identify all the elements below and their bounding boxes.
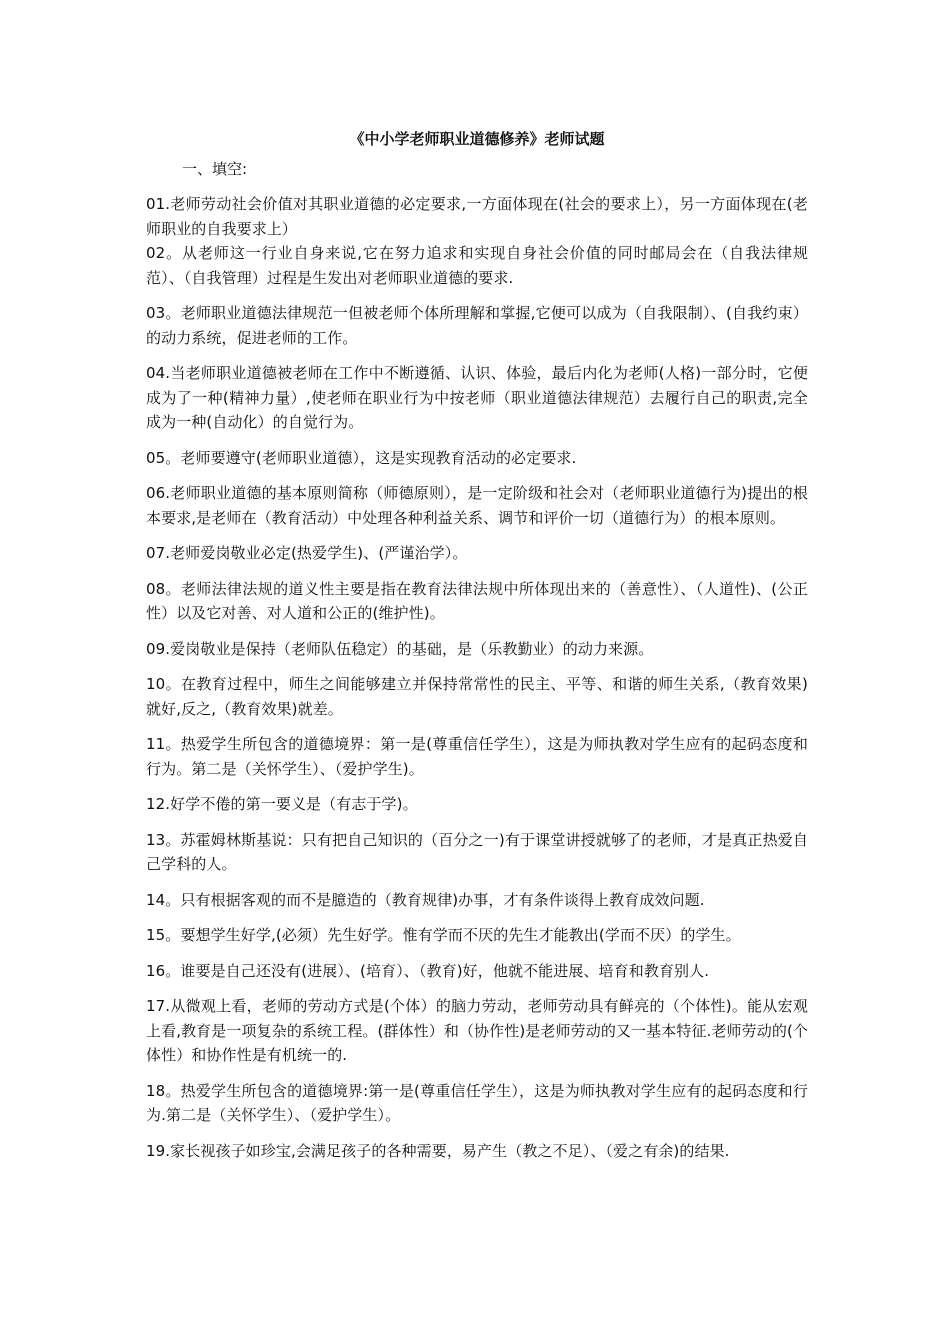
question-item-05: 05。老师要遵守(老师职业道德），这是实现教育活动的必定要求. xyxy=(146,448,577,467)
question-item-09: 09.爱岗敬业是保持（老师队伍稳定）的基础，是（乐教勤业）的动力来源。 xyxy=(146,639,654,658)
question-item-08: 08。老师法律法规的道义性主要是指在教育法律法规中所体现出来的（善意性）、（人道性)、(公正性）以及它对善、对人道和公正的(维护性)。 xyxy=(146,579,808,622)
document-title: 《中小学老师职业道德修养》老师试题 xyxy=(349,130,605,148)
question-item-17: 17.从微观上看，老师的劳动方式是(个体）的脑力劳动，老师劳动具有鲜亮的（个体性)。能从宏观上看,教育是一项复杂的系统工程。(群体性）和（协作性)是老师劳动的又一基本特征.老师劳动的(个体性）和协作性是有机统一的. xyxy=(146,997,808,1064)
question-item-06: 06.老师职业道德的基本原则简称（师德原则），是一定阶级和社会对（老师职业道德行为)提出的根本要求,是老师在（教育活动）中处理各种利益关系、调节和评价一切（道德行为）的根本原则。 xyxy=(146,484,808,527)
question-item-03: 03。老师职业道德法律规范一但被老师个体所理解和掌握,它便可以成为（自我限制）、(自我约束）的动力系统，促进老师的工作。 xyxy=(146,304,808,347)
question-item-01: 01.老师劳动社会价值对其职业道德的必定要求,一方面体现在(社会的要求上），另一方面体现在(老师职业的自我要求上） xyxy=(146,195,808,238)
question-item-18: 18。热爱学生所包含的道德境界:第一是(尊重信任学生），这是为师执教对学生应有的起码态度和行为.第二是（关怀学生）、（爱护学生）。 xyxy=(146,1081,808,1124)
question-item-11: 11。热爱学生所包含的道德境界：第一是(尊重信任学生），这是为师执教对学生应有的起码态度和行为。第二是（关怀学生）、（爱护学生)。 xyxy=(146,735,808,778)
question-item-13: 13。苏霍姆林斯基说：只有把自己知识的（百分之一)有于课堂讲授就够了的老师，才是真正热爱自己学科的人。 xyxy=(146,830,808,873)
question-item-19: 19.家长视孩子如珍宝,会满足孩子的各种需要，易产生（教之不足）、（爱之有余)的结果. xyxy=(146,1141,730,1160)
question-item-04: 04.当老师职业道德被老师在工作中不断遵循、认识、体验，最后内化为老师(人格)一部分时，它便成为了一种(精神力量）,使老师在职业行为中按老师（职业道德法律规范）去履行自己的职责,完全成为一种(自动化）的自觉行为。 xyxy=(146,364,808,431)
question-item-02: 02。从老师这一行业自身来说,它在努力追求和实现自身社会价值的同时邮局会在（自我法律规范）、（自我管理）过程是生发出对老师职业道德的要求. xyxy=(146,244,808,287)
question-item-16: 16。谁要是自己还没有(进展）、(培育）、（教育)好，他就不能进展、培育和教育别人. xyxy=(146,961,710,980)
question-item-07: 07.老师爱岗敬业必定(热爱学生)、(严谨治学）。 xyxy=(146,544,468,562)
question-item-14: 14。只有根据客观的而不是臆造的（教育规律)办事，才有条件谈得上教育成效问题. xyxy=(146,890,705,909)
question-item-15: 15。要想学生好学,(必须）先生好学。惟有学而不厌的先生才能教出(学而不厌）的学生。 xyxy=(146,926,741,944)
question-item-12: 12.好学不倦的第一要义是（有志于学)。 xyxy=(146,795,418,813)
section-heading: 一、填空: xyxy=(182,160,248,178)
question-item-10: 10。在教育过程中，师生之间能够建立并保持常常性的民主、平等、和谐的师生关系,（教育效果)就好,反之,（教育效果)就差。 xyxy=(146,675,808,718)
